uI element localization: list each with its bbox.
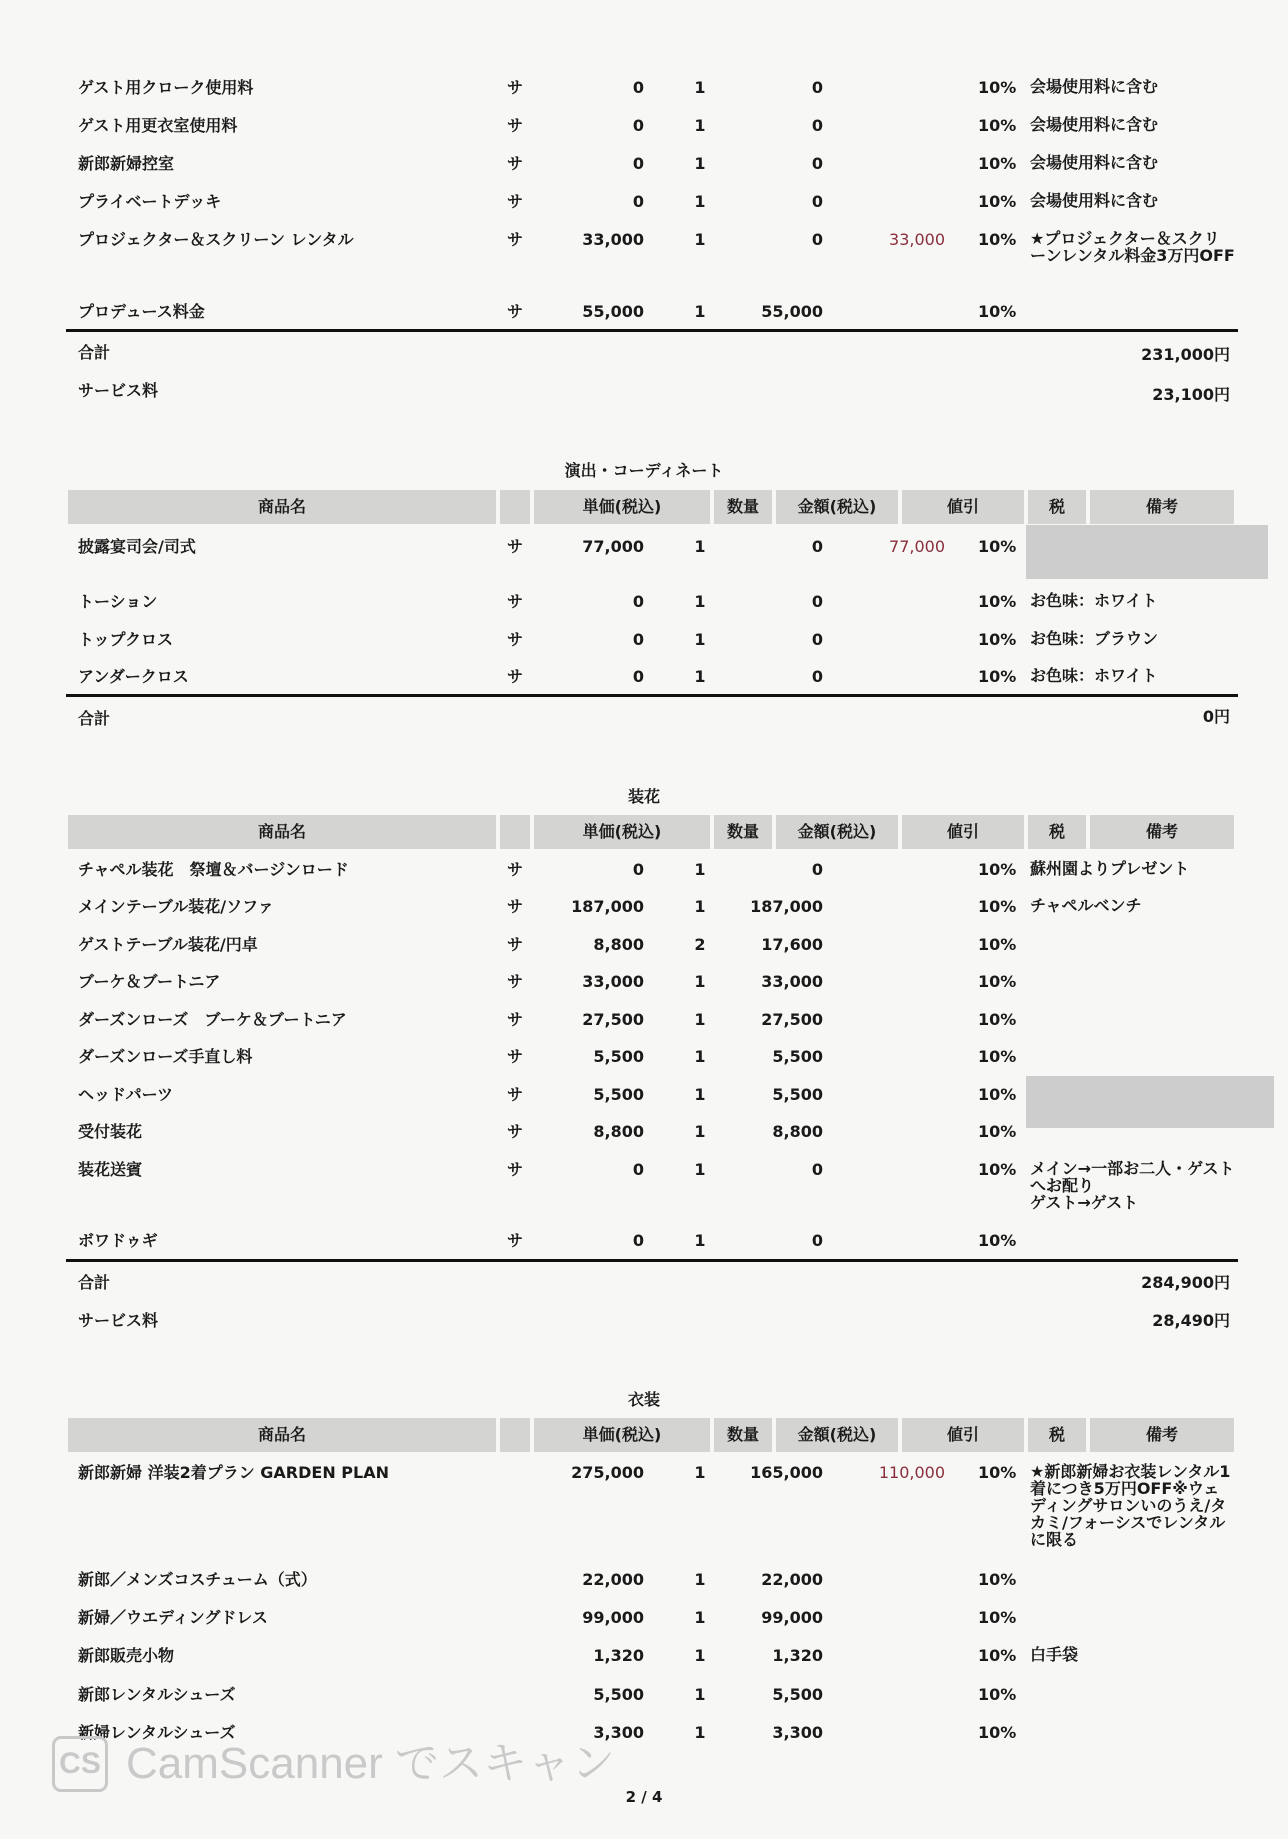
section-title: 衣装	[627, 1390, 660, 1409]
service-fee-label: サービス料	[78, 381, 159, 400]
table-row	[0, 1047, 1288, 1071]
item-qty: 1	[694, 1047, 706, 1066]
item-note: ★プロジェクター＆スクリーンレンタル料金3万円OFF	[1030, 229, 1235, 265]
item-qty: 1	[694, 154, 706, 173]
item-type: サ	[507, 1160, 524, 1179]
item-tax: 10%	[978, 935, 1017, 954]
item-type: サ	[507, 537, 524, 556]
item-tax: 10%	[978, 1723, 1017, 1742]
item-tax: 10%	[978, 154, 1017, 173]
item-amount: 27,500	[761, 1010, 823, 1029]
item-qty: 1	[694, 537, 706, 556]
item-tax: 10%	[978, 1685, 1017, 1704]
item-tax: 10%	[978, 1231, 1017, 1250]
item-amount: 0	[811, 192, 823, 211]
header-name: 商品名	[68, 815, 496, 849]
item-type: サ	[507, 116, 524, 135]
item-unit-price: 55,000	[582, 302, 644, 321]
item-amount: 0	[811, 78, 823, 97]
header-name: 商品名	[68, 490, 496, 524]
table-row	[0, 1122, 1288, 1146]
header-amount: 金額(税込)	[776, 490, 898, 524]
item-type: サ	[507, 630, 524, 649]
item-qty: 1	[694, 230, 706, 249]
item-type: サ	[507, 1085, 524, 1104]
item-unit-price: 0	[632, 860, 644, 879]
item-unit-price: 33,000	[582, 972, 644, 991]
table-row	[0, 1159, 1288, 1212]
item-unit-price: 77,000	[582, 537, 644, 556]
service-fee-value: 28,490円	[1152, 1311, 1230, 1330]
item-unit-price: 0	[632, 78, 644, 97]
item-note: 会場使用料に含む	[1030, 191, 1159, 210]
item-amount: 99,000	[761, 1608, 823, 1627]
item-qty: 2	[694, 935, 706, 954]
item-type: サ	[507, 1047, 524, 1066]
item-qty: 1	[694, 1010, 706, 1029]
header-tax: 税	[1028, 815, 1086, 849]
item-qty: 1	[694, 1685, 706, 1704]
item-tax: 10%	[978, 630, 1017, 649]
item-unit-price: 3,300	[593, 1723, 644, 1742]
item-amount: 0	[811, 116, 823, 135]
item-qty: 1	[694, 1723, 706, 1742]
item-name: 装花送賓	[78, 1160, 143, 1179]
header-qty: 数量	[714, 815, 772, 849]
item-tax: 10%	[978, 1160, 1017, 1179]
item-name: 新婦／ウエディングドレス	[78, 1608, 268, 1627]
item-note: お色味：ホワイト	[1030, 591, 1158, 610]
item-tax: 10%	[978, 78, 1017, 97]
item-qty: 1	[694, 78, 706, 97]
item-name: ブーケ＆ブートニア	[78, 972, 221, 991]
item-amount: 55,000	[761, 302, 823, 321]
table-row	[0, 154, 1288, 178]
item-type: サ	[507, 592, 524, 611]
item-amount: 5,500	[772, 1085, 823, 1104]
item-type: サ	[507, 972, 524, 991]
item-amount: 0	[811, 1231, 823, 1250]
item-name: メインテーブル装花/ソファ	[78, 897, 274, 916]
item-name: 新婦レンタルシューズ	[78, 1723, 236, 1742]
total-value: 284,900円	[1141, 1273, 1230, 1292]
table-row	[0, 1231, 1288, 1255]
item-tax: 10%	[978, 1010, 1017, 1029]
item-unit-price: 0	[632, 154, 644, 173]
item-name: プライベートデッキ	[78, 192, 222, 211]
header-amount: 金額(税込)	[776, 1418, 898, 1452]
item-tax: 10%	[978, 592, 1017, 611]
table-row	[0, 116, 1288, 140]
table-row	[0, 1646, 1288, 1670]
table-row	[0, 667, 1288, 691]
header-qty: 数量	[714, 490, 772, 524]
item-name: 新郎新婦控室	[78, 154, 175, 173]
item-unit-price: 0	[632, 1231, 644, 1250]
item-qty: 1	[694, 592, 706, 611]
table-header	[68, 815, 1234, 849]
total-value: 231,000円	[1141, 345, 1230, 364]
item-unit-price: 33,000	[582, 230, 644, 249]
item-unit-price: 8,800	[593, 935, 644, 954]
header-type	[500, 490, 530, 524]
item-qty: 1	[694, 192, 706, 211]
total-label: 合計	[78, 343, 111, 362]
item-type: サ	[507, 667, 524, 686]
table-row	[0, 935, 1288, 959]
table-header	[68, 1418, 1234, 1452]
header-discount: 値引	[902, 1418, 1024, 1452]
table-row	[0, 592, 1288, 616]
table-row	[0, 1010, 1288, 1034]
header-unit-price: 単価(税込)	[534, 490, 710, 524]
item-qty: 1	[694, 1463, 706, 1482]
item-name: ボワドゥギ	[78, 1231, 158, 1250]
item-name: 新郎／メンズコスチューム（式）	[78, 1570, 317, 1589]
item-name: ダーズンローズ手直し料	[78, 1047, 253, 1066]
item-unit-price: 0	[632, 667, 644, 686]
item-name: チャペル装花 祭壇＆バージンロード	[78, 860, 349, 879]
item-tax: 10%	[978, 860, 1017, 879]
section-divider	[66, 694, 1238, 697]
item-amount: 187,000	[750, 897, 823, 916]
item-note: 会場使用料に含む	[1030, 115, 1159, 134]
item-name: ゲストテーブル装花/円卓	[78, 935, 258, 954]
table-row	[0, 972, 1288, 996]
item-amount: 3,300	[772, 1723, 823, 1742]
total-label: 合計	[78, 1273, 111, 1292]
item-amount: 33,000	[761, 972, 823, 991]
item-discount: 110,000	[878, 1463, 945, 1482]
section-title: 装花	[627, 787, 660, 806]
item-name: ゲスト用クローク使用料	[78, 78, 254, 97]
redaction-block	[1026, 525, 1268, 579]
total-value: 0円	[1202, 707, 1230, 726]
item-name: ヘッドパーツ	[78, 1085, 174, 1104]
item-qty: 1	[694, 1646, 706, 1665]
item-amount: 0	[811, 667, 823, 686]
table-header	[68, 490, 1234, 524]
item-discount: 33,000	[889, 230, 945, 249]
item-amount: 0	[811, 154, 823, 173]
item-unit-price: 27,500	[582, 1010, 644, 1029]
item-qty: 1	[694, 1160, 706, 1179]
header-tax: 税	[1028, 490, 1086, 524]
header-type	[500, 815, 530, 849]
item-qty: 1	[694, 116, 706, 135]
total-label: 合計	[78, 709, 111, 728]
item-amount: 0	[811, 230, 823, 249]
table-row	[0, 1685, 1288, 1709]
item-type: サ	[507, 935, 524, 954]
redaction-block	[1026, 1076, 1274, 1128]
item-type: サ	[507, 1122, 524, 1141]
header-note: 備考	[1090, 815, 1234, 849]
camscanner-logo-icon: CS	[52, 1736, 108, 1792]
section-divider	[66, 329, 1238, 332]
item-name: 新郎販売小物	[78, 1646, 175, 1665]
item-name: プロジェクター＆スクリーン レンタル	[78, 230, 354, 249]
item-type: サ	[507, 1010, 524, 1029]
item-name: 新郎新婦 洋装2着プラン GARDEN PLAN	[78, 1463, 389, 1482]
item-qty: 1	[694, 1122, 706, 1141]
table-row	[0, 1462, 1288, 1549]
item-unit-price: 8,800	[593, 1122, 644, 1141]
item-tax: 10%	[978, 302, 1017, 321]
header-qty: 数量	[714, 1418, 772, 1452]
item-unit-price: 5,500	[593, 1047, 644, 1066]
item-qty: 1	[694, 972, 706, 991]
item-amount: 17,600	[761, 935, 823, 954]
table-row	[0, 1608, 1288, 1632]
item-name: ゲスト用更衣室使用料	[78, 116, 238, 135]
item-amount: 1,320	[772, 1646, 823, 1665]
watermark-text: CamScanner でスキャン	[126, 1739, 616, 1788]
item-note: 会場使用料に含む	[1030, 77, 1159, 96]
item-unit-price: 0	[632, 192, 644, 211]
item-tax: 10%	[978, 1463, 1017, 1482]
item-type: サ	[507, 154, 524, 173]
item-name: ダーズンローズ ブーケ＆ブートニア	[78, 1010, 347, 1029]
item-qty: 1	[694, 1085, 706, 1104]
header-discount: 値引	[902, 490, 1024, 524]
table-row	[0, 302, 1288, 326]
table-row	[0, 860, 1288, 884]
header-amount: 金額(税込)	[776, 815, 898, 849]
item-name: トーション	[78, 592, 158, 611]
item-tax: 10%	[978, 897, 1017, 916]
item-type: サ	[507, 860, 524, 879]
item-qty: 1	[694, 1608, 706, 1627]
header-tax: 税	[1028, 1418, 1086, 1452]
item-unit-price: 5,500	[593, 1085, 644, 1104]
item-tax: 10%	[978, 667, 1017, 686]
item-amount: 22,000	[761, 1570, 823, 1589]
item-unit-price: 275,000	[571, 1463, 644, 1482]
service-fee-label: サービス料	[78, 1311, 159, 1330]
item-tax: 10%	[978, 1570, 1017, 1589]
item-unit-price: 187,000	[571, 897, 644, 916]
item-tax: 10%	[978, 1608, 1017, 1627]
item-unit-price: 0	[632, 116, 644, 135]
item-qty: 1	[694, 860, 706, 879]
item-tax: 10%	[978, 192, 1017, 211]
item-type: サ	[507, 897, 524, 916]
item-name: 新郎レンタルシューズ	[78, 1685, 236, 1704]
item-amount: 5,500	[772, 1047, 823, 1066]
page-number: 2 / 4	[625, 1788, 663, 1806]
item-type: サ	[507, 230, 524, 249]
service-fee-value: 23,100円	[1152, 385, 1230, 404]
item-note: お色味：ホワイト	[1030, 666, 1158, 685]
item-unit-price: 0	[632, 630, 644, 649]
item-name: 受付装花	[78, 1122, 143, 1141]
item-type: サ	[507, 302, 524, 321]
item-unit-price: 1,320	[593, 1646, 644, 1665]
item-amount: 0	[811, 537, 823, 556]
item-note: ★新郎新婦お衣装レンタル1着につき5万円OFF※ウェディングサロンいのうえ/タカミ/フォーシスでレンタルに限る	[1030, 1462, 1231, 1549]
item-note: 会場使用料に含む	[1030, 153, 1159, 172]
item-tax: 10%	[978, 1646, 1017, 1665]
table-row	[0, 229, 1288, 265]
item-qty: 1	[694, 1231, 706, 1250]
item-qty: 1	[694, 897, 706, 916]
item-note: チャペルベンチ	[1030, 896, 1142, 915]
item-tax: 10%	[978, 116, 1017, 135]
item-qty: 1	[694, 1570, 706, 1589]
item-amount: 0	[811, 1160, 823, 1179]
item-tax: 10%	[978, 1085, 1017, 1104]
item-unit-price: 99,000	[582, 1608, 644, 1627]
header-name: 商品名	[68, 1418, 496, 1452]
section-divider	[66, 1259, 1238, 1262]
item-type: サ	[507, 78, 524, 97]
section-title: 演出・コーディネート	[564, 461, 724, 480]
item-qty: 1	[694, 302, 706, 321]
item-amount: 0	[811, 630, 823, 649]
item-amount: 0	[811, 860, 823, 879]
table-row	[0, 78, 1288, 102]
table-row	[0, 192, 1288, 216]
item-discount: 77,000	[889, 537, 945, 556]
header-unit-price: 単価(税込)	[534, 1418, 710, 1452]
item-unit-price: 22,000	[582, 1570, 644, 1589]
item-tax: 10%	[978, 972, 1017, 991]
item-name: トップクロス	[78, 630, 174, 649]
header-note: 備考	[1090, 1418, 1234, 1452]
item-tax: 10%	[978, 1047, 1017, 1066]
item-amount: 5,500	[772, 1685, 823, 1704]
item-tax: 10%	[978, 537, 1017, 556]
item-unit-price: 0	[632, 592, 644, 611]
item-amount: 0	[811, 592, 823, 611]
item-amount: 165,000	[750, 1463, 823, 1482]
item-name: プロデュース料金	[78, 302, 205, 321]
item-tax: 10%	[978, 230, 1017, 249]
item-unit-price: 0	[632, 1160, 644, 1179]
table-row	[0, 897, 1288, 921]
item-note: お色味：ブラウン	[1030, 629, 1159, 648]
item-unit-price: 5,500	[593, 1685, 644, 1704]
table-row	[0, 1570, 1288, 1594]
item-type: サ	[507, 192, 524, 211]
header-unit-price: 単価(税込)	[534, 815, 710, 849]
header-discount: 値引	[902, 815, 1024, 849]
header-note: 備考	[1090, 490, 1234, 524]
item-name: 披露宴司会/司式	[78, 537, 196, 556]
item-note: 白手袋	[1030, 1645, 1079, 1664]
item-note: 蘇州園よりプレゼント	[1030, 859, 1190, 878]
item-qty: 1	[694, 667, 706, 686]
table-row	[0, 630, 1288, 654]
item-name: アンダークロス	[78, 667, 189, 686]
item-tax: 10%	[978, 1122, 1017, 1141]
item-type: サ	[507, 1231, 524, 1250]
item-qty: 1	[694, 630, 706, 649]
header-type	[500, 1418, 530, 1452]
item-amount: 8,800	[772, 1122, 823, 1141]
item-note: メイン→一部お二人・ゲストへお配り ゲスト→ゲスト	[1030, 1159, 1235, 1212]
